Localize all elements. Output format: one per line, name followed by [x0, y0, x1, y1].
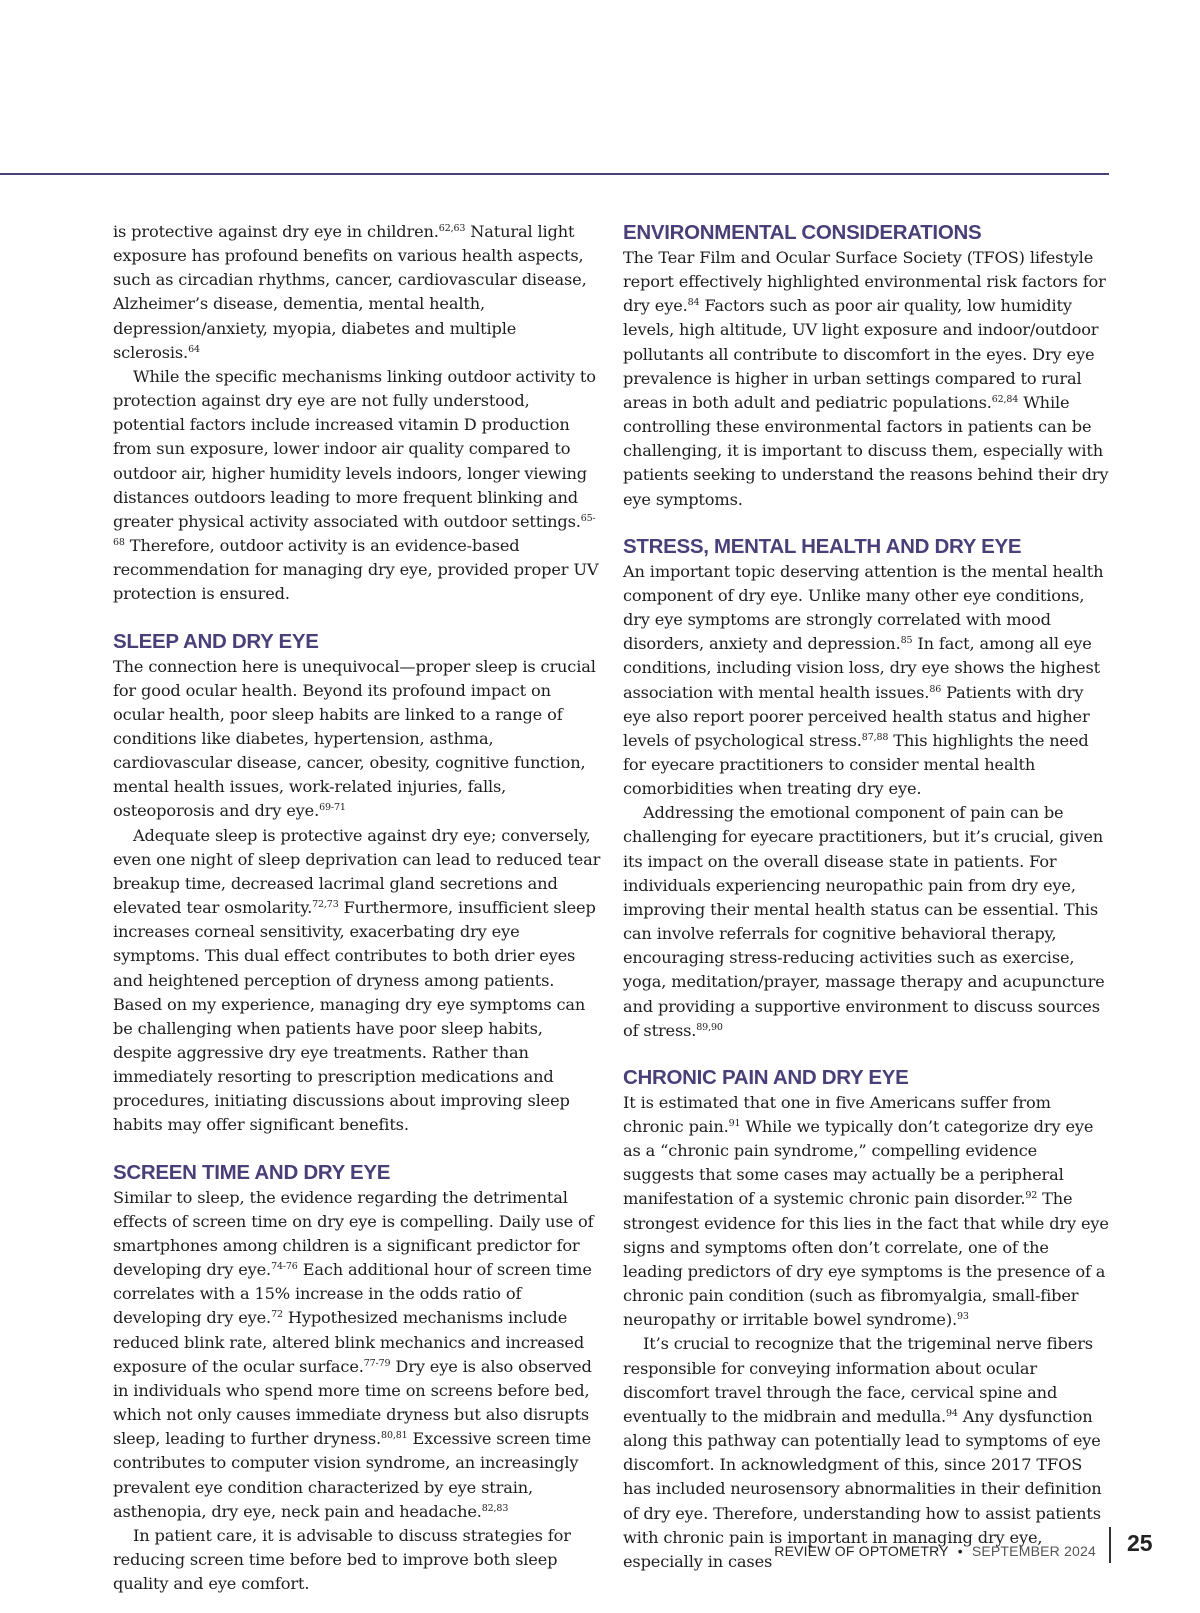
footer-separator: •: [957, 1543, 963, 1559]
paragraph: It’s crucial to recognize that the trigeminal nerve fibers responsible for conveying information about ocular discomfort travel through the face, cervical spine and eventually to the midbrain and medulla.$^{94}$ Any dysfunction along this pathway can potentially lead to symptoms of eye discomfort. In acknowledgment of this, since 2017 TFOS has included neurosensory abnormalities in their definition of dry eye. Therefore, understanding how to assist patients with chronic pain is important in managing dry eye, especially in cases: [623, 1334, 1102, 1571]
paragraph: Adequate sleep is protective against dry eye; conversely, even one night of sleep deprivation can lead to reduced tear breakup time, decreased lacrimal gland secretions and elevated tear osmolarity.$^{72,73}$ Furthermore, insufficient sleep increases corneal sensitivity, exacerbating dry eye symptoms. This dual effect contributes to both drier eyes and heightened perception of dryness among patients. Based on my experience, managing dry eye symptoms can be challenging when patients have poor sleep habits, despite aggressive dry eye treatments. Rather than immediately resorting to prescription medications and procedures, initiating discussions about improving sleep habits may offer significant benefits.: [113, 825, 601, 1135]
footer-divider: [1109, 1527, 1111, 1563]
paragraph: While the specific mechanisms linking outdoor activity to protection against dry eye are not fully understood, potential factors include increased vitamin D production from sun exposure, lower indoor air quality compared to outdoor air, higher humidity levels indoors, longer viewing distances outdoors leading to more frequent blinking and greater physical activity associated with outdoor settings.$^{65-68}$ Therefore, outdoor activity is an evidence-based recommendation for managing dry eye, provided proper UV protection is ensured.: [113, 366, 599, 604]
paragraph: The connection here is unequivocal—proper sleep is crucial for good ocular health. Beyond its profound impact on ocular health, poor sleep habits are linked to a range of conditions like diabetes, hypertension, asthma, cardiovascular disease, cancer, obesity, cognitive function, mental health issues, work-related injuries, falls, osteoporosis and dry eye.$^{69-71}$: [113, 656, 596, 821]
page-footer: [774, 1543, 1096, 1559]
paragraph: is protective against dry eye in children.$^{62,63}$ Natural light exposure has profound benefits on various health aspects, such as circadian rhythms, cancer, cardiovascular disease, Alzheimer’s disease, dementia, mental health, depression/anxiety, myopia, diabetes and multiple sclerosis.$^{64}$: [113, 222, 587, 362]
paragraph: An important topic deserving attention is the mental health component of dry eye. Unlike many other eye conditions, dry eye symptoms are strongly correlated with mood disorders, anxiety and depression.$^{85}$ In fact, among all eye conditions, including vision loss, dry eye shows the highest association with mental health issues.$^{86}$ Patients with dry eye also report poorer perceived health status and higher levels of psychological stress.$^{87,88}$ This highlights the need for eyecare practitioners to consider mental health comorbidities when treating dry eye.: [623, 561, 1104, 799]
paragraph: Addressing the emotional component of pain can be challenging for eyecare practitioners, but it’s crucial, given its impact on the overall disease state in patients. For individuals experiencing neuropathic pain from dry eye, improving their mental health status can be essential. This can involve referrals for cognitive behavioral therapy, encouraging stress-reducing activities such as exercise, yoga, meditation/prayer, massage therapy and acupuncture and providing a supportive environment to discuss sources of stress.$^{89,90}$: [623, 803, 1105, 1040]
left-column: [113, 220, 601, 1596]
section-heading-sleep: SLEEP AND DRY EYE: [113, 629, 319, 653]
page-number: 25: [1127, 1530, 1153, 1556]
issue-date: SEPTEMBER 2024: [971, 1543, 1096, 1559]
right-column: [623, 220, 1111, 1574]
top-rule: [0, 173, 1109, 175]
paragraph: Similar to sleep, the evidence regarding the detrimental effects of screen time on dry eye is compelling. Daily use of smartphones among children is a significant predictor for developing dry eye.$^{74-76}$ Each additional hour of screen time correlates with a 15% increase in the odds ratio of developing dry eye.$^{72}$ Hypothesized mechanisms include reduced blink rate, altered blink mechanics and increased exposure of the ocular surface.$^{77-79}$ Dry eye is also observed in individuals who spend more time on screens before bed, which not only causes immediate dryness but also disrupts sleep, leading to further dryness.$^{80,81}$ Excessive screen time contributes to computer vision syndrome, an increasingly prevalent eye condition characterized by eye strain, asthenopia, dry eye, neck pain and headache.$^{82,83}$: [113, 1187, 594, 1521]
paragraph: The Tear Film and Ocular Surface Society (TFOS) lifestyle report effectively highlighted environmental risk factors for dry eye.$^{84}$ Factors such as poor air quality, low humidity levels, high altitude, UV light exposure and indoor/outdoor pollutants all contribute to discomfort in the eyes. Dry eye prevalence is higher in urban settings compared to rural areas in both adult and pediatric populations.$^{62,84}$ While controlling these environmental factors in patients can be challenging, it is important to discuss them, especially with patients seeking to understand the reasons behind their dry eye symptoms.: [623, 248, 1109, 509]
paragraph: It is estimated that one in five Americans suffer from chronic pain.$^{91}$ While we typically don’t categorize dry eye as a “chronic pain syndrome,” compelling evidence suggests that some cases may actually be a peripheral manifestation of a systemic chronic pain disorder.$^{92}$ The strongest evidence for this lies in the fact that while dry eye signs and symptoms often don’t correlate, one of the leading predictors of dry eye symptoms is the presence of a chronic pain condition (such as fibromyalgia, small-fiber neuropathy or irritable bowel syndrome).$^{93}$: [623, 1092, 1109, 1330]
section-heading-chronic-pain: CHRONIC PAIN AND DRY EYE: [623, 1065, 909, 1089]
publication-name: REVIEW OF OPTOMETRY: [774, 1543, 949, 1559]
section-heading-screen-time: SCREEN TIME AND DRY EYE: [113, 1160, 391, 1184]
section-heading-environmental: ENVIRONMENTAL CONSIDERATIONS: [623, 221, 982, 244]
section-heading-stress: STRESS, MENTAL HEALTH AND DRY EYE: [623, 534, 1022, 558]
paragraph: In patient care, it is advisable to discuss strategies for reducing screen time before bed to improve both sleep quality and eye comfort.: [113, 1525, 571, 1594]
